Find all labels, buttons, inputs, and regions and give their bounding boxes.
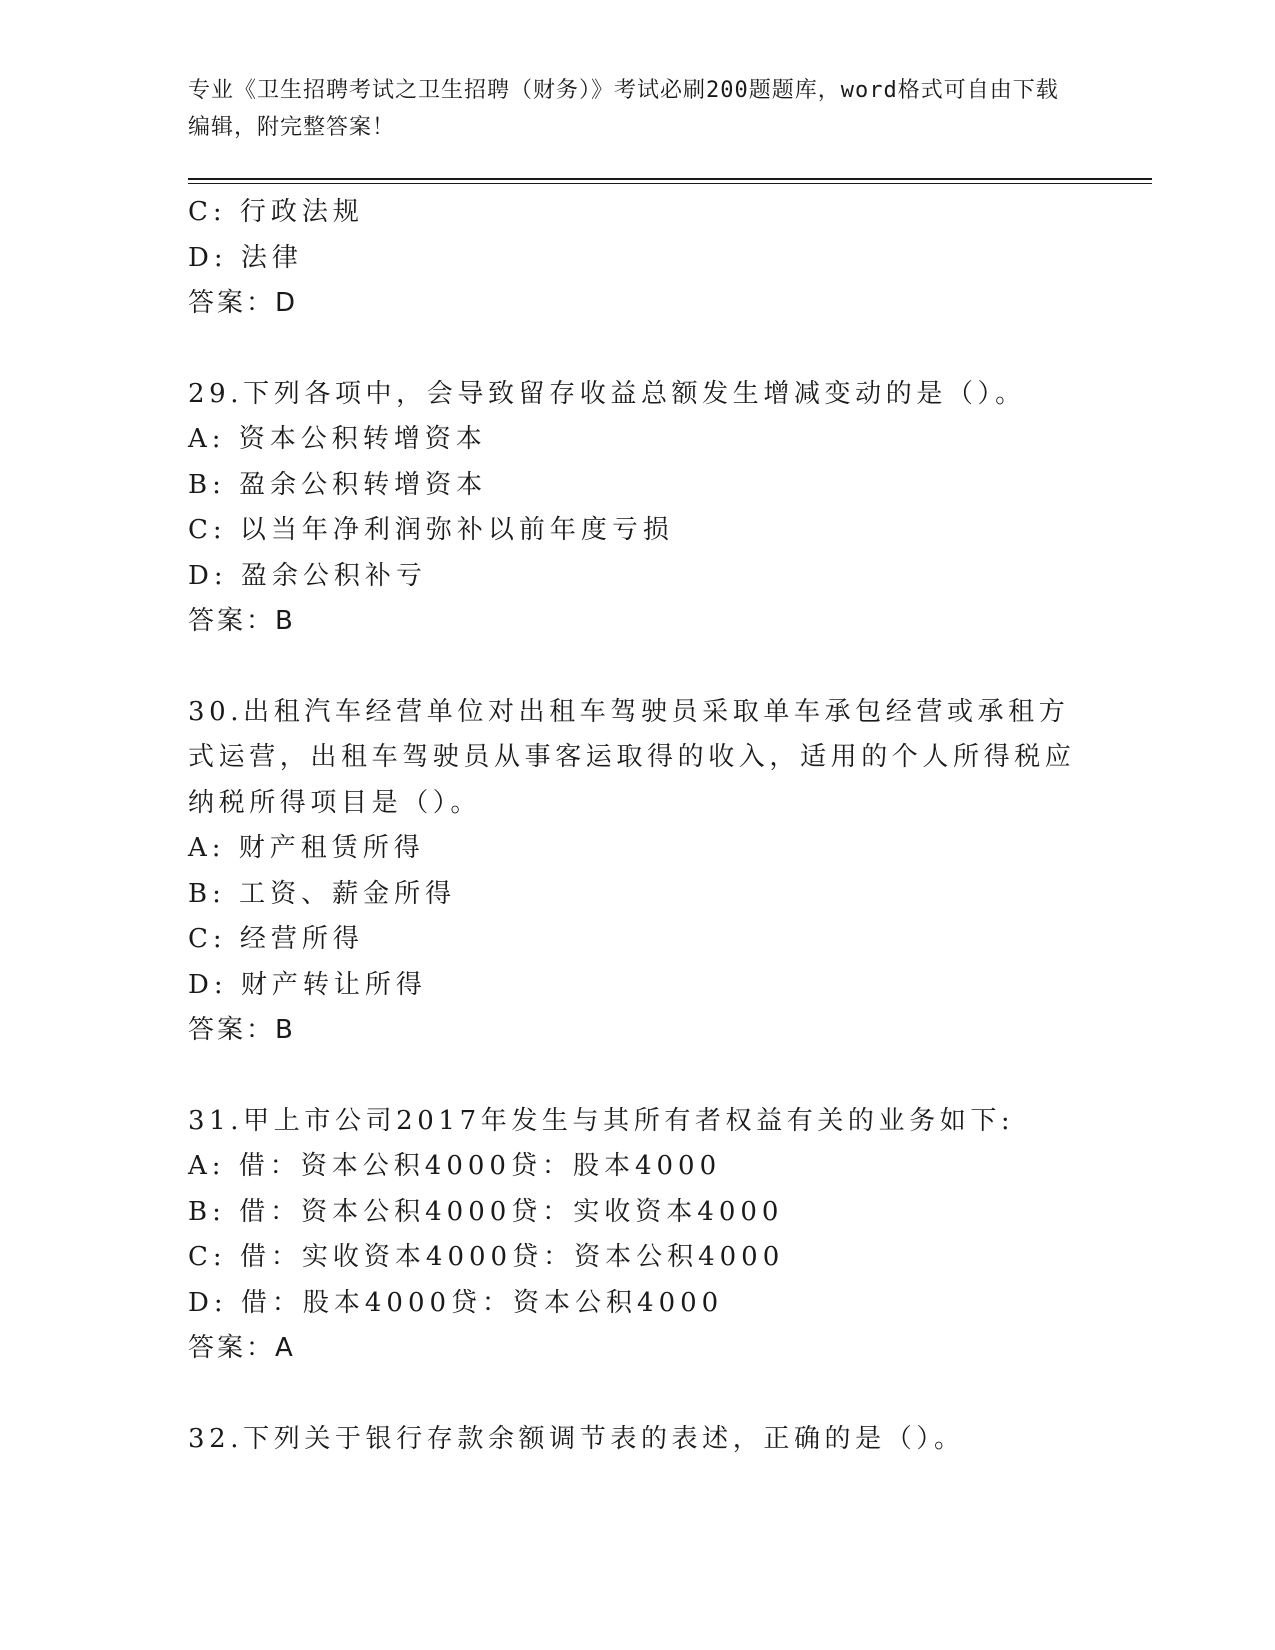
answer-line: 答案：D [188, 288, 299, 318]
page-header-title: 专业《卫生招聘考试之卫生招聘（财务）》考试必刷200题题库，word格式可自由下载编辑，附完整答案！ [188, 78, 1059, 140]
option-d: D: 法律 [188, 242, 303, 273]
question-stem: 29.下列各项中，会导致留存收益总额发生增减变动的是（）。 [188, 378, 1026, 409]
question-30 [188, 690, 1088, 1054]
header-rule-thin [188, 183, 1152, 184]
question-content [188, 190, 1088, 1462]
option-a: A: 资本公积转增资本 [188, 424, 487, 454]
option-c: C: 经营所得 [188, 924, 364, 954]
spacer [188, 1372, 1088, 1417]
question-stem: 30.出租汽车经营单位对出租车驾驶员采取单车承包经营或承租方式运营，出租车驾驶员从事客运取得的收入，适用的个人所得税应纳税所得项目是（）。 [188, 696, 1076, 818]
question-stem: 32.下列关于银行存款余额调节表的表述，正确的是（）。 [188, 1423, 965, 1454]
option-a: A: 借：资本公积4000贷：股本4000 [188, 1151, 722, 1181]
spacer [188, 1054, 1088, 1099]
option-c: C: 行政法规 [188, 197, 364, 227]
answer-line: 答案：A [188, 1333, 296, 1363]
question-stem: 31.甲上市公司2017年发生与其所有者权益有关的业务如下: [188, 1105, 1015, 1136]
option-b: B: 盈余公积转增资本 [188, 469, 488, 500]
spacer [188, 645, 1088, 690]
question-31 [188, 1099, 1088, 1372]
question-32 [188, 1417, 1088, 1463]
answer-line: 答案：B [188, 606, 296, 636]
option-d: D: 财产转让所得 [188, 969, 427, 1000]
question-carryover [188, 190, 1088, 327]
option-d: D: 借：股本4000贷：资本公积4000 [188, 1287, 724, 1318]
header-rule-thick [188, 178, 1152, 180]
option-b: B: 工资、薪金所得 [188, 878, 457, 909]
option-b: B: 借：资本公积4000贷：实收资本4000 [188, 1196, 784, 1227]
option-c: C: 借：实收资本4000贷：资本公积4000 [188, 1242, 785, 1272]
option-c: C: 以当年净利润弥补以前年度亏损 [188, 515, 674, 545]
answer-line: 答案：B [188, 1015, 296, 1045]
spacer [188, 327, 1088, 372]
question-29 [188, 372, 1088, 645]
option-a: A: 财产租赁所得 [188, 833, 425, 863]
option-d: D: 盈余公积补亏 [188, 560, 427, 591]
